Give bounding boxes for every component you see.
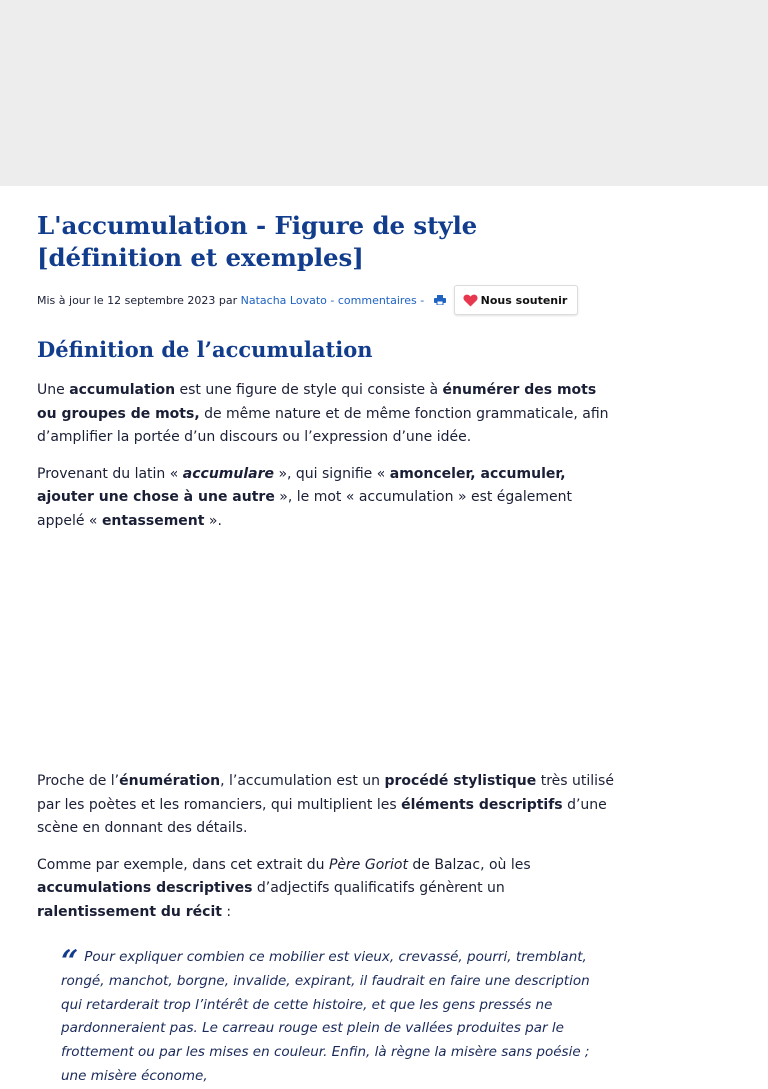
balzac-quote: [61, 946, 591, 1089]
quote-text: Pour expliquer combien ce mobilier est vieux, crevassé, pourri, tremblant, rongé, manchot, borgne, invalide, expirant, il faudrait en faire une description qui retarderait trop l’intérêt de cette histoire, et que les gens pressés ne pardonneraient pas. Le carreau rouge est plein de vallées produites par le frottement ou par les mises en couleur. Enfin, là règne la misère sans poésie ; une misère économe,: [61, 949, 590, 1084]
meta-separator: -: [326, 293, 338, 307]
section-heading: Définition de l’accumulation: [37, 337, 373, 362]
updated-date: Mis à jour le 12 septembre 2023 par: [37, 293, 241, 307]
paragraph-etymology: Provenant du latin « accumulare », qui signifie « amonceler, accumuler, ajouter une chose à une autre », le mot « accumulation » est également appelé « entassement ».: [37, 465, 573, 529]
heart-icon: [463, 294, 478, 307]
print-icon[interactable]: [434, 295, 446, 305]
article: [37, 186, 617, 1089]
page-title: L'accumulation - Figure de style [définition et exemples]: [37, 211, 478, 272]
support-button[interactable]: [454, 285, 579, 315]
meta-line: [37, 294, 446, 307]
ad-banner-top: [0, 0, 768, 186]
meta-separator: -: [416, 293, 428, 307]
support-label: Nous soutenir: [480, 293, 568, 307]
paragraph-definition: Une accumulation est une figure de style qui consiste à énumérer des mots ou groupes de mots, de même nature et de même fonction grammaticale, afin d’amplifier la portée d’un discours ou l’expression d’une idée.: [37, 382, 609, 445]
article-meta: [37, 284, 617, 316]
quote-mark-icon: “: [61, 944, 79, 979]
author-link[interactable]: Natacha Lovato: [240, 293, 327, 307]
comments-link[interactable]: commentaires: [337, 293, 417, 307]
paragraph-enumeration: Proche de l’énumération, l’accumulation est un procédé stylistique très utilisé par les poètes et les romanciers, qui multiplient les éléments descriptifs d’une scène en donnant des détails.: [37, 773, 614, 836]
paragraph-example-intro: Comme par exemple, dans cet extrait du Père Goriot de Balzac, où les accumulations descriptives d’adjectifs qualificatifs génèrent un ralentissement du récit :: [37, 856, 531, 920]
ad-space-middle: [37, 533, 617, 756]
